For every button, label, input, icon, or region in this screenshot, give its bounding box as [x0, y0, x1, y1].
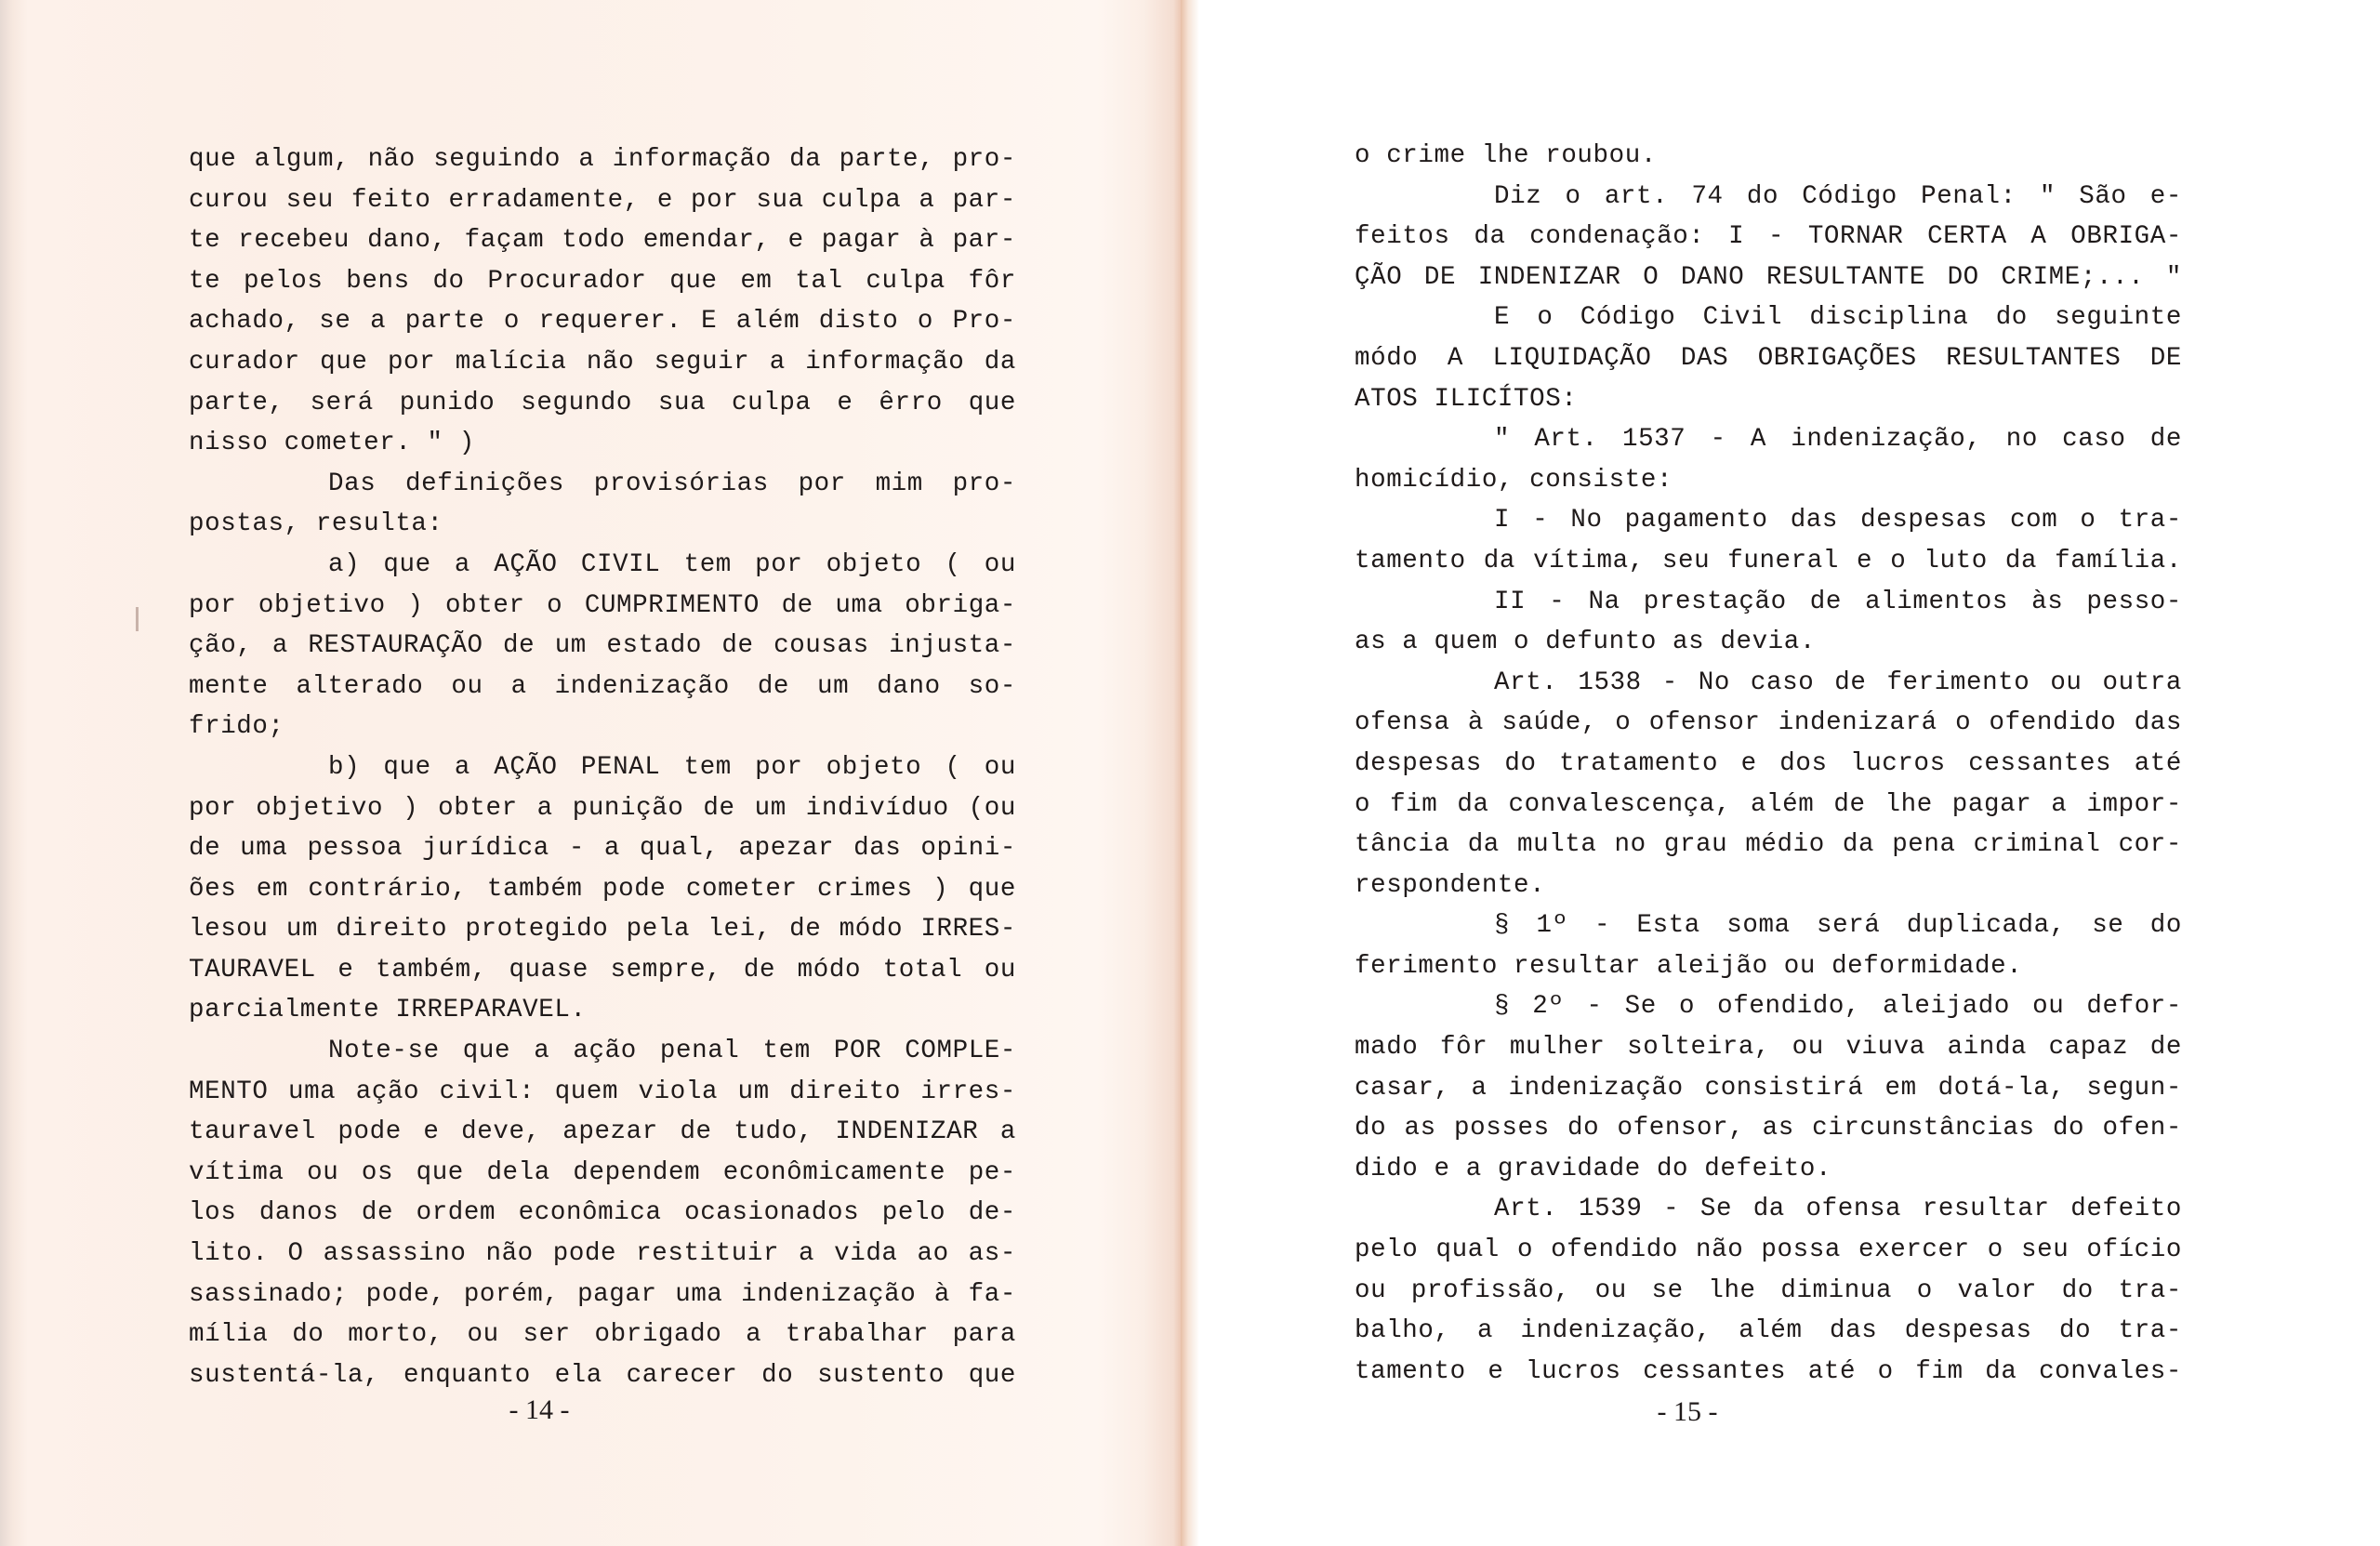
- text-line: de uma pessoa jurídica - a qual, apezar das opini-: [189, 834, 1016, 864]
- text-line: a) que a AÇÃO CIVIL tem por objeto ( ou: [328, 549, 1016, 579]
- text-line: por objetivo ) obter o CUMPRIMENTO de uma obriga-: [189, 590, 1016, 620]
- text-line: lesou um direito protegido pela lei, de módo IRRES-: [189, 915, 1016, 945]
- text-line: que algum, não seguindo a informação da parte, pro-: [189, 145, 1016, 174]
- text-line: te pelos bens do Procurador que em tal culpa fôr: [189, 266, 1016, 296]
- text-line: ATOS ILICÍTOS:: [1355, 384, 1578, 414]
- text-line: respondente.: [1355, 870, 1546, 900]
- book-gutter: [1181, 0, 1199, 1546]
- text-line: dido e a gravidade do defeito.: [1355, 1154, 1832, 1183]
- text-line: achado, se a parte o requerer. E além disto o Pro-: [189, 307, 1016, 337]
- text-line: o crime lhe roubou.: [1355, 141, 1657, 170]
- text-line: § 1º - Esta soma será duplicada, se do: [1494, 911, 2182, 941]
- text-line: casar, a indenização consistirá em dotá-la, segun-: [1355, 1073, 2182, 1103]
- text-line: curou seu feito erradamente, e por sua culpa a par-: [189, 185, 1016, 215]
- text-line: as a quem o defunto as devia.: [1355, 628, 1816, 657]
- text-line: b) que a AÇÃO PENAL tem por objeto ( ou: [328, 752, 1016, 782]
- right-page: [1199, 0, 2380, 1546]
- text-line: postas, resulta:: [189, 509, 443, 539]
- text-line: Note-se que a ação penal tem POR COMPLE-: [328, 1037, 1016, 1066]
- text-line: balho, a indenização, além das despesas do tra-: [1355, 1316, 2182, 1346]
- text-line: sustentá-la, enquanto ela carecer do sustento que: [189, 1360, 1016, 1390]
- left-page-body-text: [189, 139, 1016, 1395]
- text-line: Diz o art. 74 do Código Penal: " São e-: [1494, 181, 2182, 211]
- text-line: pelo qual o ofendido não possa exercer o seu ofício: [1355, 1235, 2182, 1265]
- text-line: Art. 1538 - No caso de ferimento ou outra: [1494, 667, 2182, 697]
- text-line: mado fôr mulher solteira, ou viuva ainda capaz de: [1355, 1033, 2182, 1063]
- text-line: ferimento resultar aleijão ou deformidade.: [1355, 951, 2023, 981]
- left-page: [0, 0, 1181, 1546]
- text-line: ÇÃO DE INDENIZAR O DANO RESULTANTE DO CRIME;... ": [1355, 262, 2182, 292]
- text-line: tamento e lucros cessantes até o fim da convales-: [1355, 1356, 2182, 1386]
- text-line: MENTO uma ação civil: quem viola um direito irres-: [189, 1077, 1016, 1106]
- margin-mark: [136, 607, 139, 631]
- left-page-number: - 14 -: [509, 1394, 570, 1425]
- text-line: por objetivo ) obter a punição de um indivíduo (ou: [189, 793, 1016, 823]
- text-line: ões em contrário, também pode cometer crimes ) que: [189, 874, 1016, 904]
- text-line: homicídio, consiste:: [1355, 465, 1673, 495]
- right-page-body-text: [1355, 136, 2182, 1392]
- text-line: Art. 1539 - Se da ofensa resultar defeito: [1494, 1195, 2182, 1224]
- text-line: mília do morto, ou ser obrigado a trabalhar para: [189, 1320, 1016, 1350]
- text-line: te recebeu dano, façam todo emendar, e pagar à par-: [189, 226, 1016, 256]
- text-line: nisso cometer. " ): [189, 429, 475, 458]
- text-line: lito. O assassino não pode restituir a vida ao as-: [189, 1239, 1016, 1269]
- text-line: TAURAVEL e também, quase sempre, de módo total ou: [189, 955, 1016, 984]
- text-line: tamento da vítima, seu funeral e o luto da família.: [1355, 546, 2182, 575]
- text-line: frido;: [189, 712, 284, 742]
- text-line: parcialmente IRREPARAVEL.: [189, 996, 587, 1025]
- right-page-number: - 15 -: [1657, 1396, 1718, 1427]
- text-line: ofensa à saúde, o ofensor indenizará o ofendido das: [1355, 708, 2182, 738]
- text-line: feitos da condenação: I - TORNAR CERTA A OBRIGA-: [1355, 222, 2182, 252]
- text-line: ou profissão, ou se lhe diminua o valor do tra-: [1355, 1275, 2182, 1305]
- text-line: los danos de ordem econômica ocasionados pelo de-: [189, 1198, 1016, 1228]
- text-line: despesas do tratamento e dos lucros cessantes até: [1355, 748, 2182, 778]
- text-line: " Art. 1537 - A indenização, no caso de: [1494, 425, 2182, 455]
- text-line: E o Código Civil disciplina do seguinte: [1494, 303, 2182, 333]
- text-line: mente alterado ou a indenização de um dano so-: [189, 671, 1016, 701]
- text-line: parte, será punido segundo sua culpa e êrro que: [189, 388, 1016, 417]
- text-line: II - Na prestação de alimentos às pesso-: [1494, 587, 2182, 616]
- text-line: o fim da convalescença, além de lhe pagar a impor-: [1355, 789, 2182, 819]
- text-line: módo A LIQUIDAÇÃO DAS OBRIGAÇÕES RESULTANTES DE: [1355, 343, 2182, 373]
- text-line: curador que por malícia não seguir a informação da: [189, 347, 1016, 377]
- text-line: § 2º - Se o ofendido, aleijado ou defor-: [1494, 992, 2182, 1022]
- text-line: tauravel pode e deve, apezar de tudo, INDENIZAR a: [189, 1117, 1016, 1147]
- text-line: do as posses do ofensor, as circunstâncias do ofen-: [1355, 1114, 2182, 1143]
- text-line: tância da multa no grau médio da pena criminal cor-: [1355, 830, 2182, 860]
- text-line: I - No pagamento das despesas com o tra-: [1494, 506, 2182, 535]
- text-line: sassinado; pode, porém, pagar uma indenização à fa-: [189, 1279, 1016, 1309]
- text-line: ção, a RESTAURAÇÃO de um estado de cousas injusta-: [189, 631, 1016, 661]
- text-line: Das definições provisórias por mim pro-: [328, 469, 1016, 498]
- text-line: vítima ou os que dela dependem econômicamente pe-: [189, 1157, 1016, 1187]
